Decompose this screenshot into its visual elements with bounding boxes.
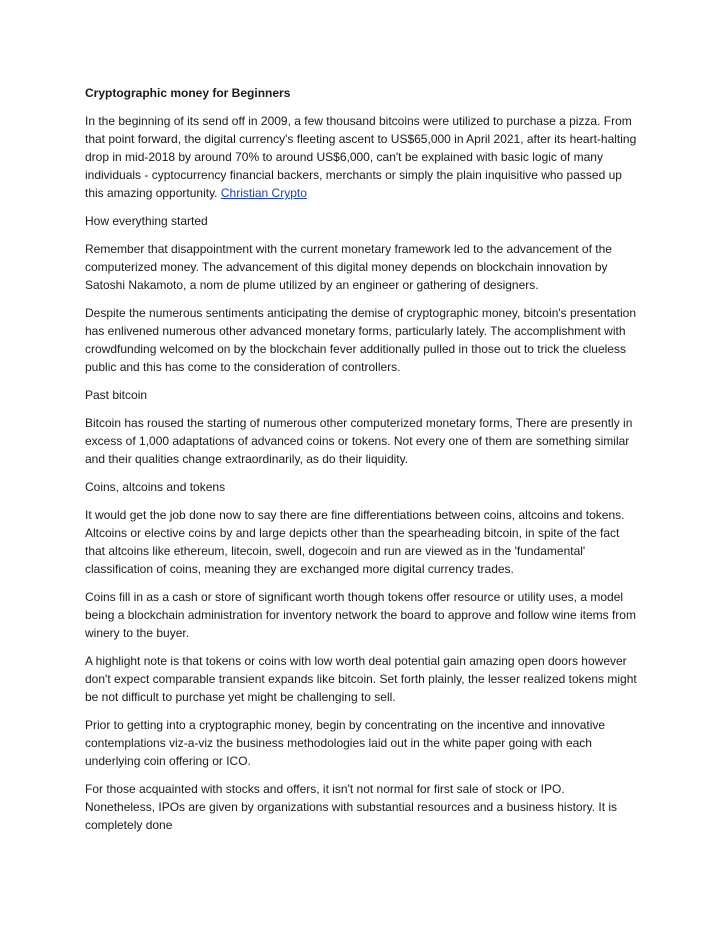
christian-crypto-link[interactable]: Christian Crypto xyxy=(220,186,307,200)
paragraph-other-currencies: Bitcoin has roused the starting of numerous other computerized monetary forms, There are presently in excess of 1,000 adaptations of advanced coins or tokens. Not every one of them are something similar and their qualities change extraordinarily, as do their liquidity. xyxy=(85,416,633,466)
paragraph-intro xyxy=(85,112,637,202)
document-page xyxy=(85,84,637,844)
section-heading-coins-altcoins-tokens: Coins, altcoins and tokens xyxy=(85,480,226,494)
paragraph-intro-text: In the beginning of its send off in 2009, a few thousand bitcoins were utilized to purchase a pizza. From that point forward, the digital currency's fleeting ascent to US$65,000 in April 2021, after its heart-halting drop in mid-2018 by around 70% to around US$6,000, can't be explained with basic logic of many individuals - cyptocurrency financial backers, merchants or simply the plain inquisitive who passed up this amazing opportunity. xyxy=(85,114,637,200)
paragraph-white-paper: Prior to getting into a cryptographic money, begin by concentrating on the incentive and innovative contemplations viz-a-viz the business methodologies laid out in the white paper going with each underlying coin offering or ICO. xyxy=(85,718,606,768)
paragraph-sentiments: Despite the numerous sentiments anticipating the demise of cryptographic money, bitcoin's presentation has enlivened numerous other advanced monetary forms, particularly lately. The accomplishment with crowdfunding welcomed on by the blockchain fever additionally pulled in those out to trick the clueless public and this has come to the consideration of controllers. xyxy=(85,306,637,374)
document-title: Cryptographic money for Beginners xyxy=(85,86,291,100)
section-heading-how-everything-started: How everything started xyxy=(85,214,208,228)
paragraph-ipo-comparison: For those acquainted with stocks and offers, it isn't not normal for first sale of stock or IPO. Nonetheless, IPOs are given by organizations with substantial resources and a business history. It is completely done xyxy=(85,782,618,832)
section-heading-past-bitcoin: Past bitcoin xyxy=(85,388,148,402)
paragraph-coins-vs-tokens: Coins fill in as a cash or store of significant worth though tokens offer resource or utility uses, a model being a blockchain administration for inventory network the board to approve and follow wine items from winery to the buyer. xyxy=(85,590,636,640)
paragraph-differentiations: It would get the job done now to say there are fine differentiations between coins, altcoins and tokens. Altcoins or elective coins by and large depicts other than the spearheading bitcoin, in spite of the fact that altcoins like ethereum, litecoin, swell, dogecoin and run are viewed as in the 'fundamental' classification of coins, meaning they are exchanged more digital currency trades. xyxy=(85,508,625,576)
paragraph-origins: Remember that disappointment with the current monetary framework led to the advancement of the computerized money. The advancement of this digital money depends on blockchain innovation by Satoshi Nakamoto, a nom de plume utilized by an engineer or gathering of designers. xyxy=(85,242,612,292)
paragraph-highlight-note: A highlight note is that tokens or coins with low worth deal potential gain amazing open doors however don't expect comparable transient expands like bitcoin. Set forth plainly, the lesser realized tokens might be not difficult to purchase yet might be challenging to sell. xyxy=(85,654,637,704)
